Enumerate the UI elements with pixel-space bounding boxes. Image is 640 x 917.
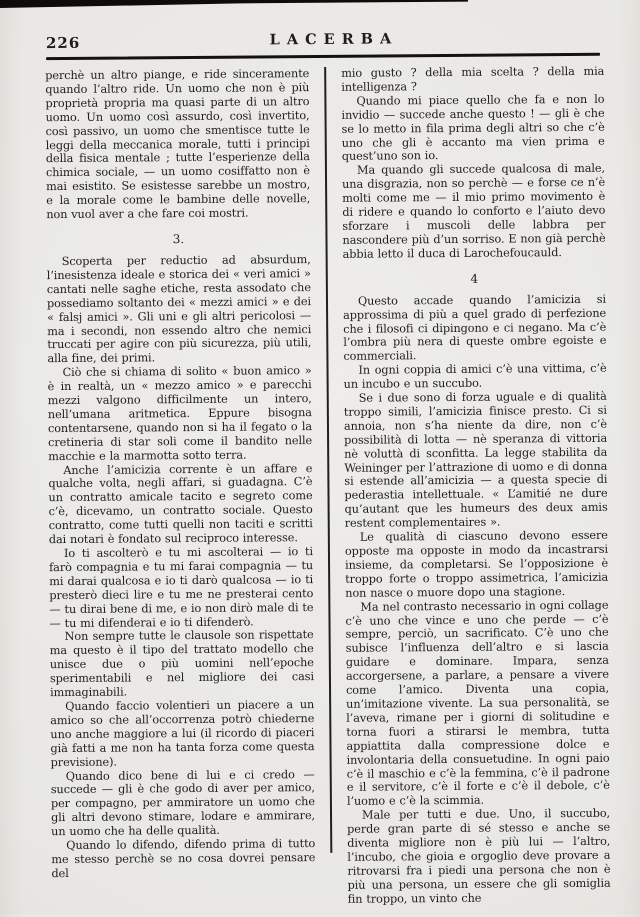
paragraph: mio gusto ? della mia scelta ? della mia intelligenza ? — [341, 64, 605, 94]
paragraph: Se i due sono di forza uguale e di qualità troppo simili, l’amicizia finisce presto. Ci si annoia, non s’ha niente da dire, non c’è possibilità di lotta — nè speranza di vittoria nè voluttà di sconfitta. La legge stabilita da Weininger per l’attrazione di uomo e di donna si estende all’amicizia — a questa specie di pederastia intellettuale. « L’amitié ne dure qu’autant que les humeurs des deux amis restent complementaires ». — [343, 389, 608, 530]
paragraph: In ogni coppia di amici c’è una vittima, c’è un incubo e un succubo. — [343, 361, 607, 391]
paragraph: Quando mi piace quello che fa e non lo invidio — succede anche questo ! — gli è che se lo metto in fila prima degli altri so che c’è uno che gli è accanto ma vien prima e quest’uno son io. — [341, 92, 605, 164]
paragraph: Quando faccio volentieri un piacere a un amico so che all’occorrenza potrò chiederne uno anche maggiore a lui (il ricordo di piaceri già fatti a me non ha tanta forza come questa previsione). — [50, 698, 315, 769]
paragraph: Non sempre tutte le clausole son rispettate ma questo è il tipo del trattato modello che unisce due o più uomini nell’epoche sperimentabili e nel migliore dei casi immaginabili. — [49, 628, 314, 700]
text-columns — [45, 65, 611, 909]
paragraph: Male per tutti e due. Uno, il succubo, perde gran parte di sé stesso e anche se diventa migliore non è più lui — l’altro, l’incubo, che gioia e orgoglio deve provare a ritrovarsi fra i piedi una persona che non è più una persona, un essere che gli somiglia fin troppo, un vinto che — [347, 806, 611, 906]
paragraph: Io ti ascolterò e tu mi ascolterai — io ti farò compagnia e tu mi farai compagnia — tu mi darai qualcosa e io ti darò qualcosa — io ti presterò dieci lire e tu me ne presterai cento — tu dirai bene di me, e io non dirò male di te — tu mi difenderai e io ti difenderò. — [49, 545, 314, 630]
right-column — [341, 65, 611, 907]
page-number: 226 — [45, 33, 81, 53]
column-divider — [324, 67, 332, 853]
paragraph: Quando dico bene di lui e ci credo — succede — gli è che godo di aver per amico, per compagno, per ammiratore un uomo che gli altri devono stimare, lodare e ammirare, un uomo che ha delle qualità. — [50, 767, 316, 839]
left-column — [45, 67, 315, 881]
section-heading: 3. — [172, 232, 185, 247]
paragraph: Quando lo difendo, difendo prima di tutto me stesso perchè se no cosa dovrei pensare del — [51, 837, 316, 880]
paragraph: perchè un altro piange, e ride sinceramente quando l’altro ride. Un uomo che non è più proprietà propria ma quasi parte di un altro uomo. Un uomo così assurdo, così invertito, così passivo, un uomo che smentisce tutte le leggi della meccanica morale, tutti i principi della fisica mentale ; tutte l’esperienze della chimica sociale, — un uomo cosiffatto non è mai esistito. Se esistesse sarebbe un mostro, e la morale come le bambine delle novelle, non vuol aver a che fare coi mostri. — [45, 67, 311, 222]
paragraph: Ma nel contrasto necessario in ogni collage c’è uno che vince e uno che perde — c’è sempre, perciò, un sacrificato. C’è uno che subisce l’influenza dell’altro e si lascia guidare e dominare. Impara, senza accorgersene, a parlare, a pensare a vivere come l’amico. Diventa una copia, un’imitazione vivente. La sua personalità, se l’aveva, rimane per i giorni di solitudine e torna fuori a stirarsi le membra, tutta appiattita dalla compressione dolce e involontaria della consuetudine. In ogni paio c’è il maschio e c’è la femmina, c’è il padrone e il servitore, c’è il forte e c’è il debole, c’è l’uomo e c’è la scimmia. — [345, 598, 610, 809]
section-heading: 4 — [470, 271, 479, 286]
paragraph: Ma quando gli succede qualcosa di male, una disgrazia, non so perchè — e forse ce n’è molti come me — il mio primo movimento è di ridere e quando lo conforto e l’aiuto devo sforzare i muscoli delle labbra per nascondere più d’un sorriso. E non già perchè abbia letto il duca di Larochefoucauld. — [342, 162, 606, 261]
paragraph: Le qualità di ciascuno devono essere opposte ma opposte in modo da incastrarsi insieme, da completarsi. Se l’opposizione è troppo forte o troppo assimetrica, l’amicizia non nasce o muore dopo una stagione. — [344, 528, 609, 600]
paragraph: Anche l’amicizia corrente è un affare e qualche volta, negli affari, si guadagna. C’è un contratto amicale tacito e segreto come c’è, dicevamo, un contratto sociale. Questo contratto, come tutti quelli non taciti e scritti dai notari è fondato sul reciproco interesse. — [48, 461, 313, 547]
scan-artifact-bar — [0, 0, 470, 10]
paragraph: Questo accade quando l’amicizia si approssima di più a quel grado di perfezione che i filosofi ci dipingono e ci negano. Ma c’è l’ombra più nera di queste ombre egoiste e commerciali. — [343, 292, 607, 364]
paragraph: Scoperta per reductio ad absurdum, l’inesistenza ideale e storica dei « veri amici » cantati nelle saghe etiche, resta assodato che possediamo soltanto dei « mezzi amici » e dei « falsj amici ». Gli uni e gli altri pericolosi — ma i secondi, non essendo altro che nemici truccati per agire con più sicurezza, più utili, alla fine, dei primi. — [46, 253, 312, 366]
header-rule — [46, 53, 600, 60]
masthead: LACERBA — [269, 30, 399, 49]
paragraph: Ciò che si chiama di solito « buon amico » è in realtà, un « mezzo amico » e parecchi mezzi valgono difficilmente un intero, nell’umana aritmetica. Eppure bisogna contentarsene, quando non si ha il fegato o la cretineria di star soli come il bandito nelle macchie e la marmotta sotto terra. — [47, 364, 313, 463]
